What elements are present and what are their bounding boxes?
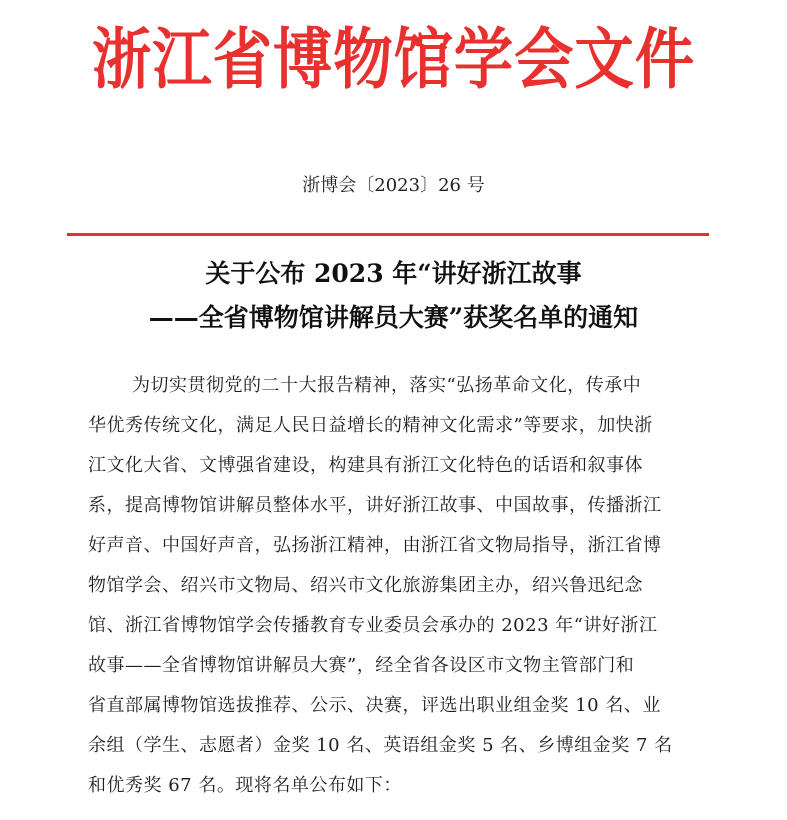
- body-paragraph-line: 华优秀传统文化，满足人民日益增长的精神文化需求”等要求，加快浙: [88, 415, 653, 436]
- body-paragraph-line: 好声音、中国好声音，弘扬浙江精神，由浙江省文物局指导，浙江省博: [88, 535, 662, 556]
- body-paragraph-line: 余组（学生、志愿者）金奖 10 名、英语组金奖 5 名、乡博组金奖 7 名: [88, 735, 673, 756]
- body-paragraph-line: 馆、浙江省博物馆学会传播教育专业委员会承办的 2023 年“讲好浙江: [88, 615, 658, 636]
- body-paragraph-line: 和优秀奖 67 名。现将名单公布如下：: [88, 775, 402, 796]
- body-paragraph-line: 江文化大省、文博强省建设，构建具有浙江文化特色的话语和叙事体: [88, 455, 643, 476]
- body-paragraph-line: 系，提高博物馆讲解员整体水平，讲好浙江故事、中国故事，传播浙江: [88, 495, 662, 516]
- document-masthead: 浙江省博物馆学会文件: [92, 21, 695, 98]
- body-paragraph-line: 故事——全省博物馆讲解员大赛”，经全省各设区市文物主管部门和: [88, 655, 635, 676]
- notice-title-line-2: ——全省博物馆讲解员大赛”获奖名单的通知: [148, 303, 639, 332]
- notice-title-line-1: 关于公布 2023 年“讲好浙江故事: [205, 259, 582, 288]
- document-number: 浙博会〔2023〕26 号: [302, 175, 485, 196]
- body-paragraph-line: 物馆学会、绍兴市文物局、绍兴市文化旅游集团主办，绍兴鲁迅纪念: [88, 575, 643, 596]
- red-separator-line: [67, 233, 709, 236]
- body-paragraph-line: 为切实贯彻党的二十大报告精神，落实“弘扬革命文化，传承中: [132, 375, 642, 396]
- body-paragraph-line: 省直部属博物馆选拔推荐、公示、决赛，评选出职业组金奖 10 名、业: [88, 695, 661, 716]
